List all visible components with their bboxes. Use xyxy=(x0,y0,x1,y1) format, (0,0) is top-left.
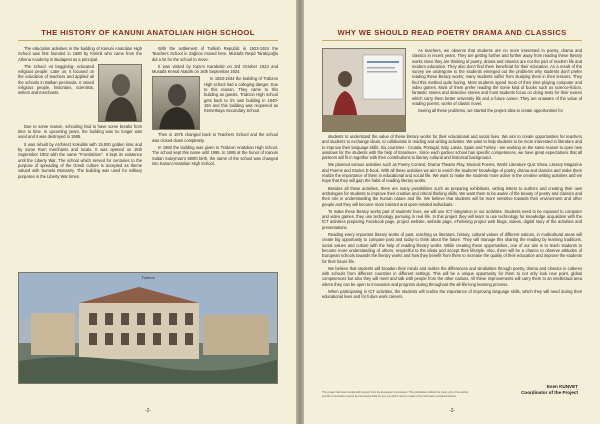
paragraph: Besides all these activities, there are many possibilities such as preparing exhibitions, writing letters to authors and creating their own anthologies for students to improve their creative and critical thinking skills. We want them to be aware of the beauty of poetry and classics and their role in understanding the human nature and life. We believe that students will be more sensitive towards their environment and other people and they will become more tolerant and open-minded individuals. xyxy=(322,185,582,207)
school-building-photo xyxy=(18,272,278,384)
history-column-2 xyxy=(152,46,278,168)
paragraph: As teachers, we observe that students are no more interested in poetry, drama and classics in recent years. They are getting further and further away from reading these literary works since they are thinking of poetry, drama and classics are not the part of modern life and modern education. They also don't find them beneficial for their education. As a result of the survey we undergone to the students emerged out the problems why students don't prefer reading these literary works; many students suffer from studying them in their lessons. They find this method quite boring. Most students spend most of their time playing computer and video games. Most of them prefer reading the some kind of books such as science-fiction, fantastic stories and detective stories and most students focus on doing tests for their exams which carry them better university life and a future career. They are unaware of the value of reading poems, works of classic novel. xyxy=(412,48,582,106)
left-page xyxy=(0,0,296,424)
historic-portrait-photo xyxy=(98,64,142,122)
paragraph: Seeing all these problems, we started the project idea to create opportunities for xyxy=(418,108,563,114)
paragraph: It was rebuilt by Architect Kokulitis with 15.000 golden liras and by some Rum merchants and locals. It was opened on 15th September 1902 with the name "Frontistirion". It kept its existence until the Liberty War. The school which served for centuries to the purpose of spreading of the Greek culture is accepted as theme valued with Sumela Monastry. The building was used for military purposes in the Liberty War times. xyxy=(18,141,142,179)
book-gutter xyxy=(296,0,304,424)
right-page xyxy=(304,0,600,424)
photo-caption: Trabzon xyxy=(141,275,155,280)
page-number: -3- xyxy=(448,408,456,414)
paragraph: We believe that students will broaden their minds and realize the differences and similarities through poetry, drama and classics in cultures with schools from different countries in different settings. This will be a unique opportunity for them to not only look new point, global competences but also they will meet and talk with people from the other nations. All these improvements will carry them to an intellectual area where they can be open to innovation and progress during throughout the all-life-long learning process. xyxy=(322,265,582,287)
paragraph: Due to some reason, schooling had to have some breaks from time to time. In upcoming years, the building was no longer was used and it was destroyed in 1985. xyxy=(18,123,142,140)
author-name: Esen KUNVET xyxy=(546,384,578,389)
page-number: -2- xyxy=(144,408,152,414)
paragraph: To make these literary works part of students' lives, we will use ICT integration in our activities. Students need to be exposed to computer and video games, they use technology pursuing in real life. In this project they will learn to use technology for knowledge acquisition with the ICT activities preparing Facebook page, project website, website page, eTwinning project web blogs, videos, digital story of the activities and presentations. xyxy=(322,208,582,230)
funding-disclaimer: This project has been funded with support from the European Commission. This publication reflects the views only of the author, and the Commission cannot be held responsible for any use which may be made of the information contained therein. xyxy=(322,391,469,398)
paragraph: We planned various activities such as Poetry Contest, Drama Theatre Play, Musical Poems, World Literature Quiz Show, Literary Magazine and Poems and Stories E-book. With all these activities we aim to enrich the students' knowledge of poetry, drama and classics and make them realize the importance of them in educational and social life. We want to make the students more active in the creative writing activities and we hope that they will gain the habit of reading literary works. xyxy=(322,162,582,184)
historic-portrait-photo-2 xyxy=(152,76,200,130)
paragraph: It was visited by Kazım Karabekir on 3rd October 1923 and Mustafa Kemal Atatürk on 16th September 1924. xyxy=(152,63,278,75)
presentation-photo xyxy=(322,48,406,132)
title-divider xyxy=(322,40,582,41)
paragraph: The school -at beggining- educated religious people. Later on, it focused on the education of teachers and applied all the schools in Balkan peninsula. It raised religious people, historians, scientists, writers and merchants. xyxy=(18,63,94,96)
left-page-title: THE HISTORY OF KANUNI ANATOLIAN HIGH SCHOOL xyxy=(41,28,255,37)
paragraph: Reading every important literary works of past, reaching us literature, history, cultural values of different nations, in multicultural areas will create big opportunity to compare past and today to think about the future. They will manage this sharing the reading by learning traditions, social values and culture with the help of reading literary works. While creating these opportunities, one of our aim is to teach students to become more understanding of others, respectful to the ideas and accept their lifestyle. Also, there will be a chance to observe attitudes of European schools towards the literary works and how they benefit from them to increase the quality of their education and improve the students for their future life. xyxy=(322,232,582,264)
right-page-title: WHY WE SHOULD READ POETRY DRAMA AND CLASSICS xyxy=(337,28,567,37)
article-body xyxy=(322,134,582,302)
paragraph: In 1933-1934 the building of Trabzon High school had a colleging danger. Due to this reason, They came to this building as guests. Trabzon High school gets back to it's own building in 1940-194 and this building was reopened as Kemerkaya Secondary School. xyxy=(204,76,278,114)
history-column-1 xyxy=(18,46,142,181)
title-divider xyxy=(18,40,278,41)
intro-text xyxy=(412,48,582,116)
author-role: Coordinator of the Project xyxy=(521,390,578,395)
paragraph: Then in 1975 changed back to Teachers School and the school was closed down completely. xyxy=(152,132,278,143)
paragraph: students to understand the value of these literary works for their educational and social lives. We aim to create opportunities for teachers and students to exchange ideas, to collaborate in reading and writing activities. We want to help students to be more interested in literature and to improve their language skills. Six countries - Croatia, Portugal, Italy, Latvia, Spain and Turkey - are working on the same reason to open new windows for the students with the help of Erasmus+. Since each partner school has specific competences, we have great expectations that all partners will fit in together with their contributions to literary cultural and historical background. xyxy=(322,134,582,161)
paragraph: With the settlement of Turkish Republic in 1923-1924 the Teachers School in Zağnos moved here. Mustafa Reşid Tarakçıoğlu did a lot for the school to move. xyxy=(152,46,278,62)
paragraph: When participating in ICT activities, the students will realize the importance of improving language skills, which they will need during their educational lives and for future work careers. xyxy=(322,289,582,300)
paragraph: In 1982 the building was given to Trabzon Anatolian High school. The school kept this name until 1995. In 1995 at the honor of Kanuni Sultan Suleyman's 500th birth, the name of the school was changed into Kanuni Anatolian High School. xyxy=(152,145,278,166)
author-signature xyxy=(521,384,578,396)
paragraph: The education activities in the building of Kanuni Anatolian High School was first founded in 1680 by Kiminli who came from the Athena Academy in Budapest as a principal. xyxy=(18,46,142,62)
